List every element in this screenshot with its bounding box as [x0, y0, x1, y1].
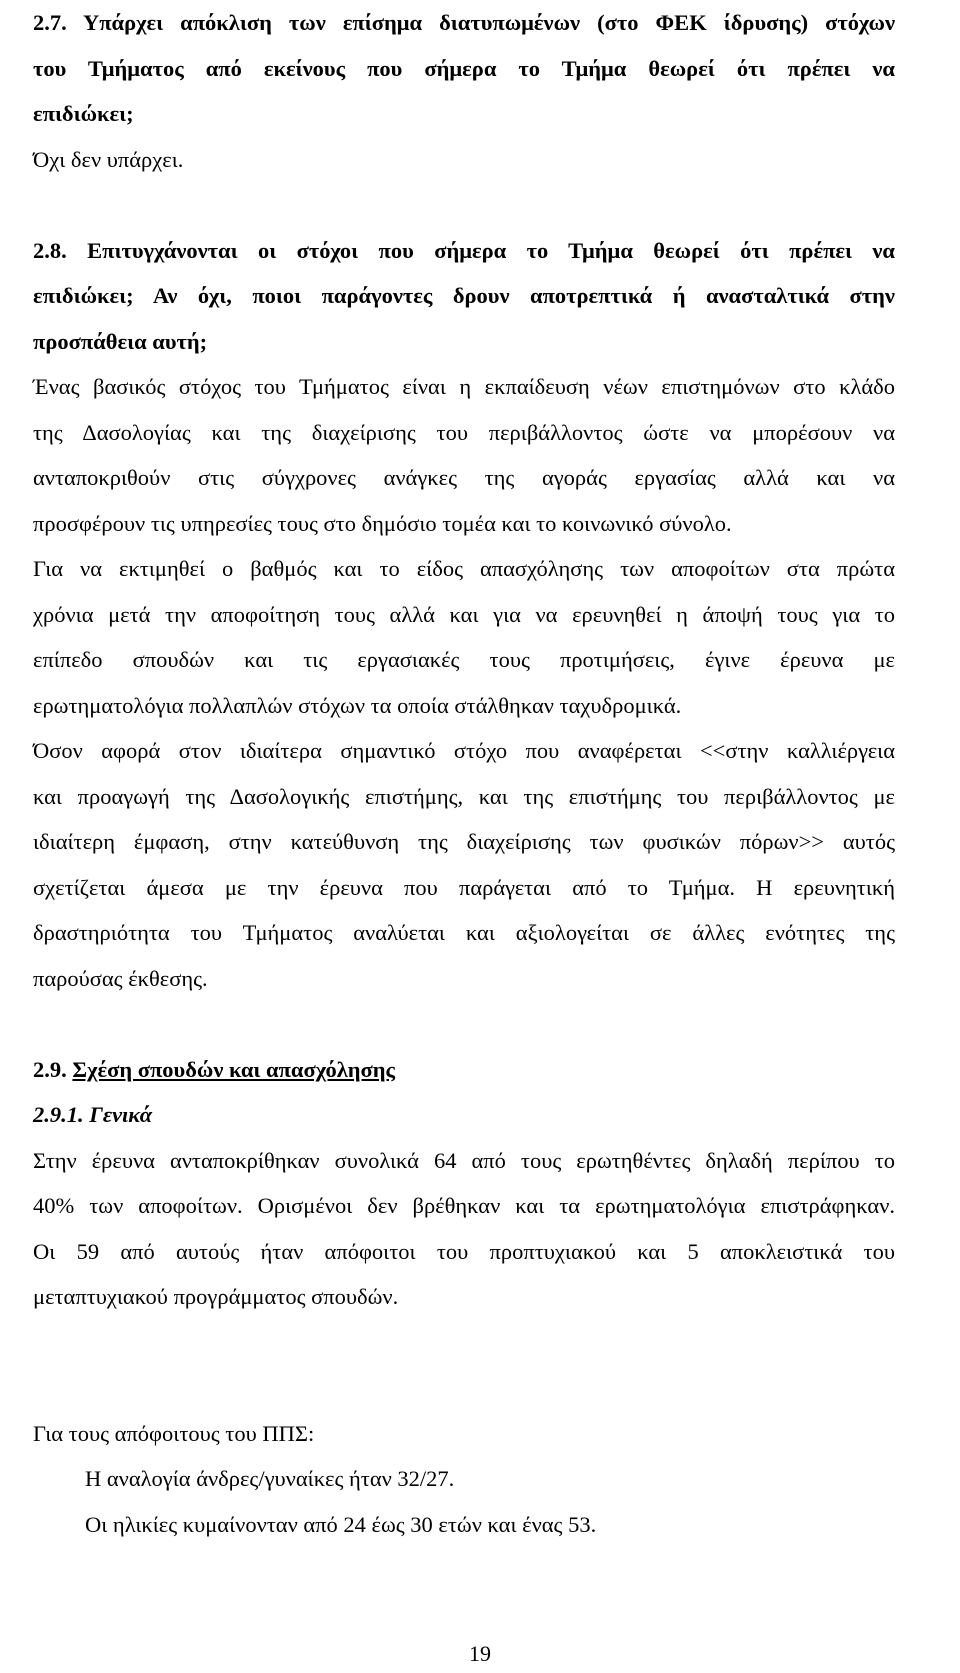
paragraph-3-line-2: και προαγωγή της Δασολογικής επιστήμης, και της επιστήμης του περιβάλλοντος με [33, 783, 895, 809]
section-2-7-heading-line-1: 2.7. Υπάρχει απόκλιση των επίσημα διατυπωμένων (στο ΦΕΚ ίδρυσης) στόχων [33, 10, 895, 35]
spacer [33, 1320, 895, 1411]
paragraph-3-line-5: δραστηριότητα του Τμήματος αναλύεται και αξιολογείται σε άλλες ενότητες της [33, 920, 895, 945]
document-page [33, 0, 895, 1547]
section-2-7-answer: Όχι δεν υπάρχει. [33, 146, 184, 172]
spacer [33, 1001, 895, 1047]
paragraph-4-line-1: Στην έρευνα ανταποκρίθηκαν συνολικά 64 από τους ερωτηθέντες δηλαδή περίπου το [33, 1147, 895, 1173]
section-2-9-1-heading [33, 1092, 895, 1138]
page-number: 19 [469, 1641, 491, 1666]
paragraph-3-line-3: ιδιαίτερη έμφαση, στην κατεύθυνση της διαχείρισης των φυσικών πόρων>> αυτός [33, 829, 895, 854]
section-2-9-title: Σχέση σπουδών και απασχόλησης [72, 1056, 396, 1082]
paragraph-3-line-4: σχετίζεται άμεσα με την έρευνα που παράγεται από το Τμήμα. Η ερευνητική [33, 874, 895, 900]
pps-label: Για τους απόφοιτους του ΠΠΣ: [33, 1420, 315, 1446]
section-2-9-1-number: 2.9.1. [33, 1102, 84, 1127]
paragraph-4-line-3: Οι 59 από αυτούς ήταν απόφοιτοι του προπτυχιακού και 5 αποκλειστικά του [33, 1238, 895, 1264]
paragraph-2-line-4: ερωτηματολόγια πολλαπλών στόχων τα οποία στάλθηκαν ταχυδρομικά. [33, 692, 682, 718]
paragraph-1-line-3: ανταποκριθούν στις σύγχρονες ανάγκες της αγοράς εργασίας αλλά και να [33, 465, 895, 490]
paragraph-3-line-6: παρούσας έκθεσης. [33, 965, 208, 991]
paragraph-3-line-1: Όσον αφορά στον ιδιαίτερα σημαντικό στόχο που αναφέρεται <<στην καλλιέργεια [33, 738, 895, 763]
section-2-7-heading-line-2: του Τμήματος από εκείνους που σήμερα το Τμήμα θεωρεί ότι πρέπει να [33, 55, 895, 81]
section-2-9-1-title: Γενικά [89, 1102, 153, 1127]
section-2-7-heading-line-3: επιδιώκει; [33, 101, 134, 126]
paragraph-4-line-4: μεταπτυχιακού προγράμματος σπουδών. [33, 1284, 399, 1309]
paragraph-1-line-1: Ένας βασικός στόχος του Τμήματος είναι η εκπαίδευση νέων επιστημόνων στο κλάδο [33, 374, 895, 399]
paragraph-1-line-2: της Δασολογίας και της διαχείρισης του περιβάλλοντος ώστε να μπορέσουν να [33, 419, 895, 445]
paragraph-4-line-2: 40% των αποφοίτων. Ορισμένοι δεν βρέθηκαν και τα ερωτηματολόγια επιστράφηκαν. [33, 1193, 895, 1218]
pps-item-age-range: Οι ηλικίες κυμαίνονταν από 24 έως 30 ετών και ένας 53. [85, 1511, 597, 1537]
section-2-9-number: 2.9. [33, 1056, 67, 1082]
paragraph-2-line-2: χρόνια μετά την αποφοίτηση τους αλλά και για να ερευνηθεί η άποψή τους για το [33, 601, 895, 627]
paragraph-2-line-1: Για να εκτιμηθεί ο βαθμός και το είδος απασχόλησης των αποφοίτων στα πρώτα [33, 556, 895, 581]
section-2-8-heading-line-3: προσπάθεια αυτή; [33, 328, 208, 354]
paragraph-1-line-4: προσφέρουν τις υπηρεσίες τους στο δημόσιο τομέα και το κοινωνικό σύνολο. [33, 510, 732, 536]
paragraph-2-line-3: επίπεδο σπουδών και τις εργασιακές τους προτιμήσεις, έγινε έρευνα με [33, 647, 895, 672]
section-2-8-heading-line-1: 2.8. Επιτυγχάνονται οι στόχοι που σήμερα το Τμήμα θεωρεί ότι πρέπει να [33, 237, 895, 263]
section-2-9-heading [33, 1047, 895, 1093]
pps-item-gender-ratio: Η αναλογία άνδρες/γυναίκες ήταν 32/27. [85, 1466, 455, 1491]
section-2-8-heading-line-2: επιδιώκει; Αν όχι, ποιοι παράγοντες δρουν αποτρεπτικά ή ανασταλτικά στην [33, 283, 895, 308]
spacer [33, 182, 895, 228]
